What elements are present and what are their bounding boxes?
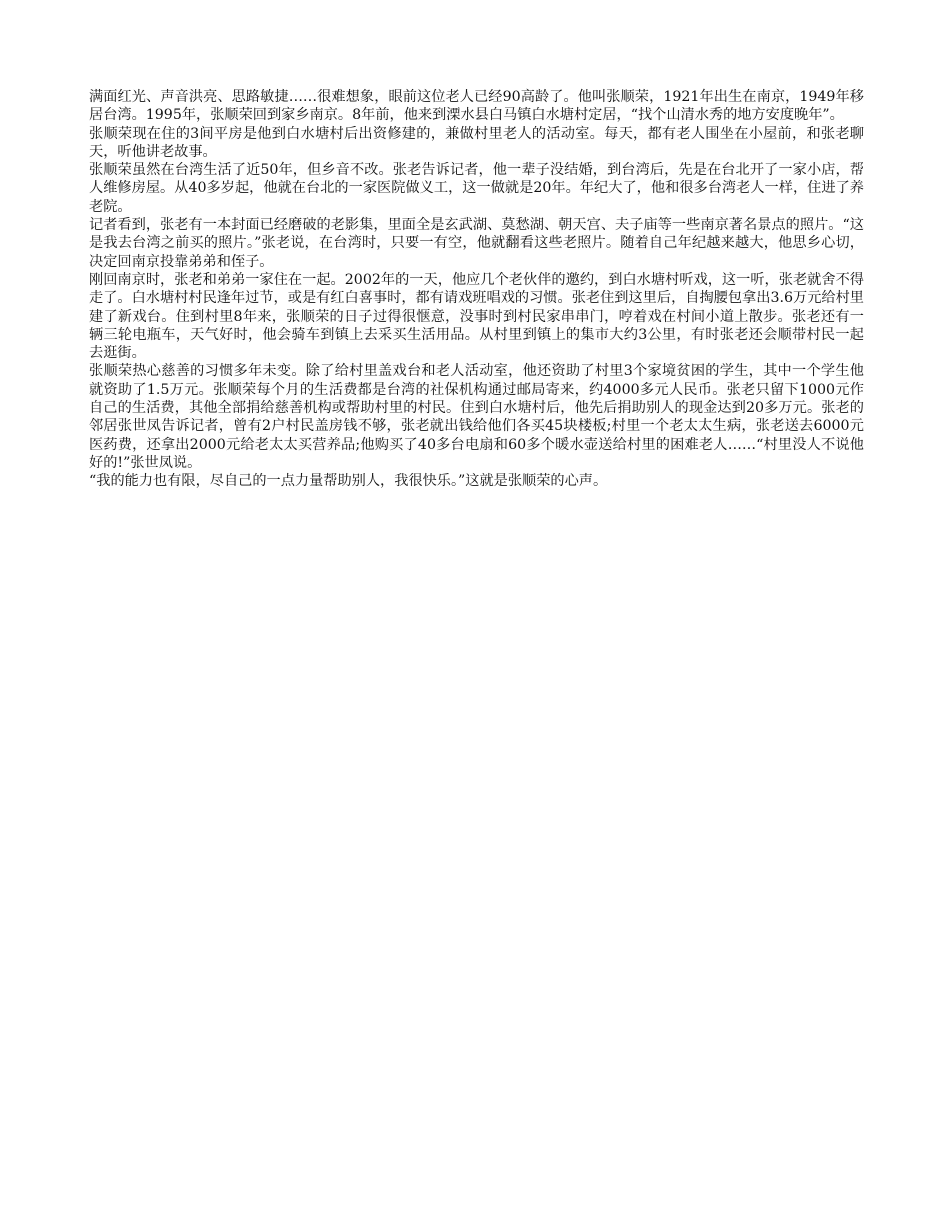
paragraph-1: 满面红光、声音洪亮、思路敏捷……很难想象，眼前这位老人已经90高龄了。他叫张顺荣，1921年出生在南京，1949年移居台湾。1995年，张顺荣回到家乡南京。8年前，他来到溧水县白马镇白水塘村定居，“找个山清水秀的地方安度晚年”。 <box>89 89 864 124</box>
paragraph-3: 张顺荣虽然在台湾生活了近50年，但乡音不改。张老告诉记者，他一辈子没结婚，到台湾后，先是在台北开了一家小店，帮人维修房屋。从40多岁起，他就在台北的一家医院做义工，这一做就是20年。年纪大了，他和很多台湾老人一样，住进了养老院。 <box>89 162 864 215</box>
paragraph-6: 张顺荣热心慈善的习惯多年未变。除了给村里盖戏台和老人活动室，他还资助了村里3个家境贫困的学生，其中一个学生他就资助了1.5万元。张顺荣每个月的生活费都是台湾的社保机构通过邮局寄来，约4000多元人民币。张老只留下1000元作自己的生活费，其他全部捐给慈善机构或帮助村里的村民。住到白水塘村后，他先后捐助别人的现金达到20多万元。张老的邻居张世凤告诉记者，曾有2户村民盖房钱不够，张老就出钱给他们各买45块楼板;村里一个老太太生病，张老送去6000元医药费，还拿出2000元给老太太买营养品;他购买了40多台电扇和60多个暖水壶送给村里的困难老人……“村里没人不说他好的!”张世凤说。 <box>89 363 864 471</box>
paragraph-5: 刚回南京时，张老和弟弟一家住在一起。2002年的一天，他应几个老伙伴的邀约，到白水塘村听戏，这一听，张老就舍不得走了。白水塘村村民逢年过节，或是有红白喜事时，都有请戏班唱戏的习惯。张老住到这里后，自掏腰包拿出3.6万元给村里建了新戏台。住到村里8年来，张顺荣的日子过得很惬意，没事时到村民家串串门，哼着戏在村间小道上散步。张老还有一辆三轮电瓶车，天气好时，他会骑车到镇上去采买生活用品。从村里到镇上的集市大约3公里，有时张老还会顺带村民一起去逛街。 <box>89 271 864 362</box>
article-body <box>89 88 864 491</box>
paragraph-7: “我的能力也有限，尽自己的一点力量帮助别人，我很快乐。”这就是张顺荣的心声。 <box>89 473 608 490</box>
paragraph-4: 记者看到，张老有一本封面已经磨破的老影集，里面全是玄武湖、莫愁湖、朝天宫、夫子庙等一些南京著名景点的照片。“这是我去台湾之前买的照片。”张老说，在台湾时，只要一有空，他就翻看这些老照片。随着自己年纪越来越大，他思乡心切，决定回南京投靠弟弟和侄子。 <box>89 217 864 270</box>
paragraph-2: 张顺荣现在住的3间平房是他到白水塘村后出资修建的，兼做村里老人的活动室。每天，都有老人围坐在小屋前，和张老聊天，听他讲老故事。 <box>89 125 864 160</box>
